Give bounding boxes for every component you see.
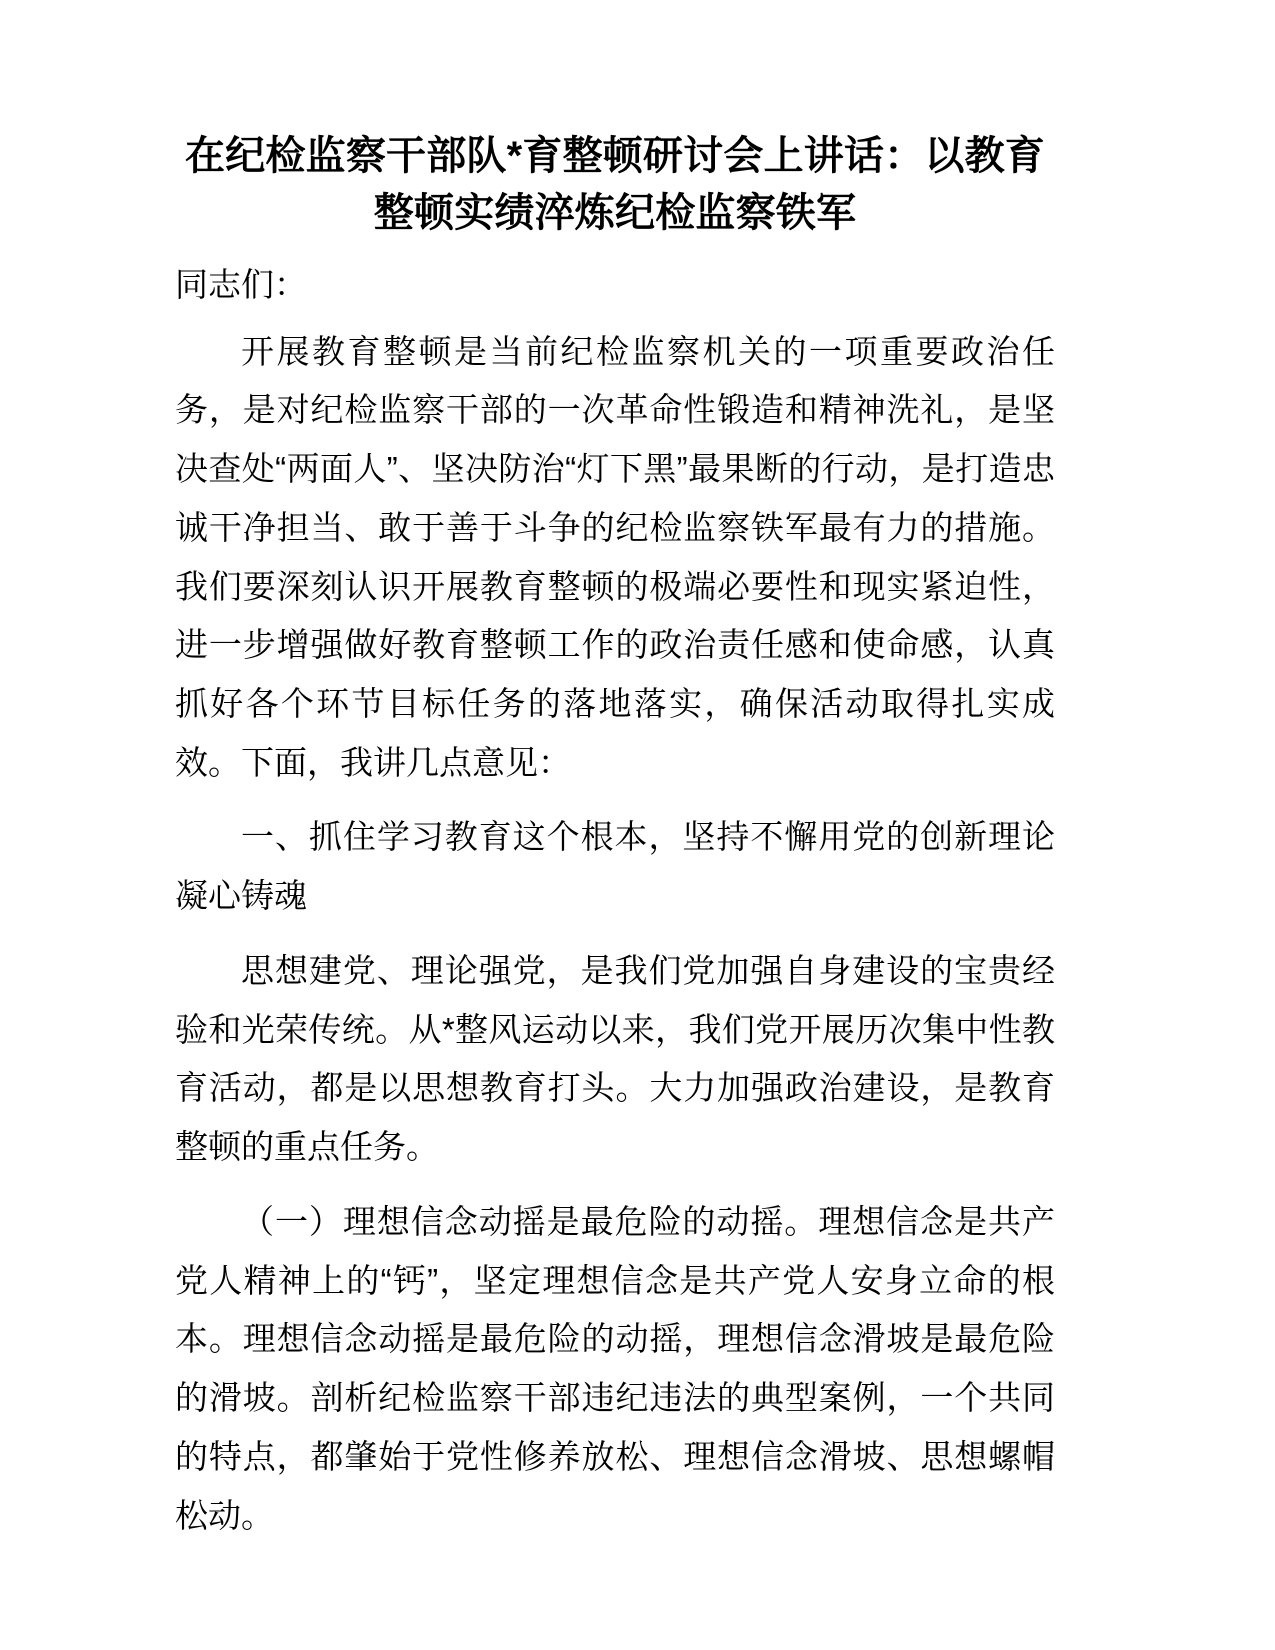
page-title: 在纪检监察干部队*育整顿研讨会上讲话：以教育整顿实绩淬炼纪检监察铁军 <box>185 134 1045 235</box>
paragraph-intro: 开展教育整顿是当前纪检监察机关的一项重要政治任务，是对纪检监察干部的一次革命性锻造和精神洗礼，是坚决查处“两面人”、坚决防治“灯下黑”最果断的行动，是打造忠诚干净担当、敢于善于斗争的纪检监察铁军最有力的措施。我们要深刻认识开展教育整顿的极端必要性和现实紧迫性，进一步增强做好教育整顿工作的政治责任感和使命感，认真抓好各个环节目标任务的落地落实，确保活动取得扎实成效。下面，我讲几点意见： <box>175 332 1055 781</box>
paragraph-section-1-1: （一）理想信念动摇是最危险的动摇。理想信念是共产党人精神上的“钙”，坚定理想信念是共产党人安身立命的根本。理想信念动摇是最危险的动摇，理想信念滑坡是最危险的滑坡。剖析纪检监察干部违纪违法的典型案例，一个共同的特点，都肇始于党性修养放松、理想信念滑坡、思想螺帽松动。 <box>175 1202 1055 1534</box>
document-content <box>175 128 1055 1545</box>
section-heading-1: 一、抓住学习教育这个根本，坚持不懈用党的创新理论凝心铸魂 <box>175 818 1055 915</box>
paragraph-section-1-body: 思想建党、理论强党，是我们党加强自身建设的宝贵经验和光荣传统。从*整风运动以来，我们党开展历次集中性教育活动，都是以思想教育打头。大力加强政治建设，是教育整顿的重点任务。 <box>175 951 1055 1166</box>
salutation: 同志们： <box>175 265 307 303</box>
